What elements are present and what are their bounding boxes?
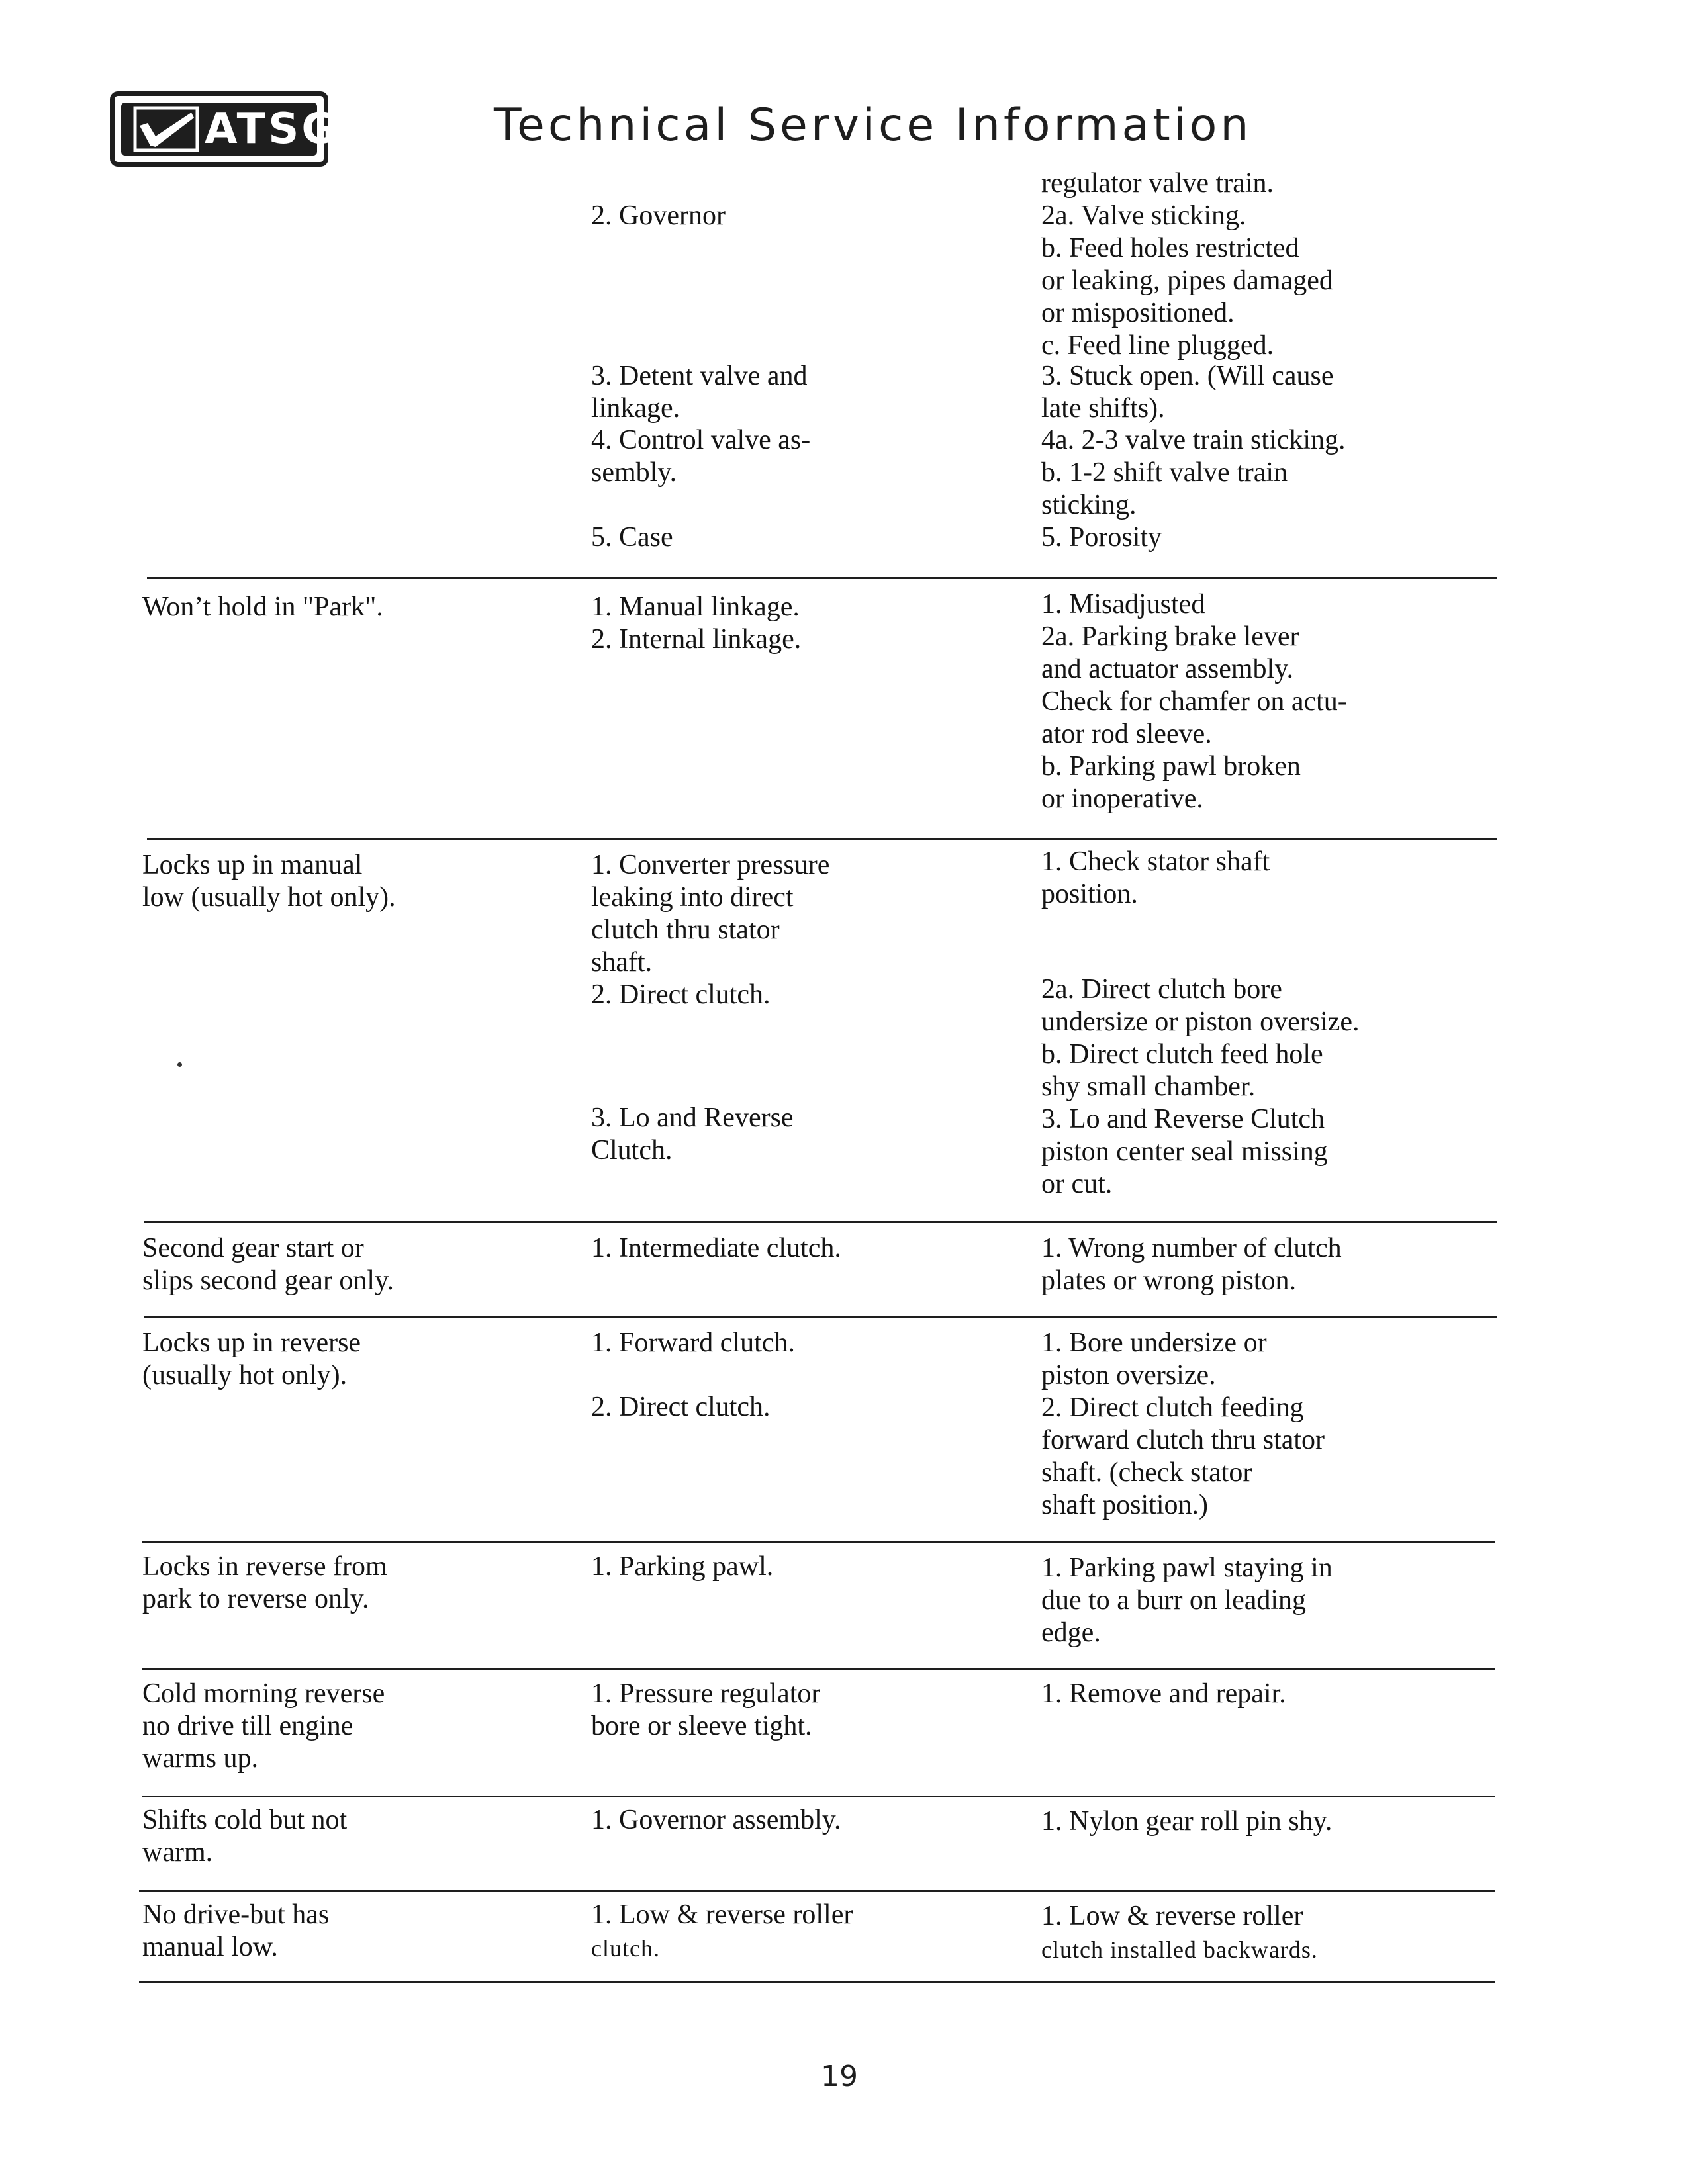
correction-text: 1. Check stator shaft position.	[1041, 846, 1270, 909]
cause-text: 5. Case	[591, 522, 673, 553]
scan-speck	[177, 1062, 182, 1067]
row-divider	[142, 1668, 1495, 1670]
page-title: Technical Service Information	[494, 99, 1252, 152]
correction-text: 1. Parking pawl staying in due to a burr on leading edge.	[1041, 1553, 1333, 1648]
correction-text: 2a. Valve sticking. b. Feed holes restricted or leaking, pipes damaged or mispositioned. c. Feed line plugged.	[1041, 201, 1333, 361]
correction-text: 1. Remove and repair.	[1041, 1678, 1286, 1709]
correction-text: clutch installed backwards.	[1041, 1936, 1318, 1963]
correction-text: 2a. Direct clutch bore undersize or piston oversize. b. Direct clutch feed hole shy small chamber. 3. Lo and Reverse Clutch piston center seal missing or cut.	[1041, 974, 1360, 1199]
cause-text: 4. Control valve as- sembly.	[591, 425, 811, 488]
correction-text: 1. Nylon gear roll pin shy.	[1041, 1806, 1333, 1837]
cause-text: 1. Manual linkage. 2. Internal linkage.	[591, 592, 802, 655]
cause-text: 1. Low & reverse roller	[591, 1899, 853, 1930]
row-divider	[142, 1541, 1495, 1543]
cause-text: 2. Direct clutch.	[591, 1392, 771, 1422]
row-divider	[144, 1316, 1497, 1318]
cause-text: clutch.	[591, 1935, 660, 1962]
logo-text: ATSG	[205, 105, 339, 154]
condition-text: Won’t hold in "Park".	[142, 592, 383, 622]
page-number: 19	[821, 2060, 858, 2093]
correction-text: 1. Bore undersize or piston oversize. 2. Direct clutch feeding forward clutch thru stator shaft. (check stator shaft position.)	[1041, 1328, 1325, 1520]
row-divider	[147, 838, 1497, 840]
condition-text: No drive-but has manual low.	[142, 1899, 330, 1962]
cause-text: 1. Parking pawl.	[591, 1551, 774, 1582]
condition-text: Cold morning reverse no drive till engine warms up.	[142, 1678, 385, 1774]
correction-text: regulator valve train.	[1041, 168, 1274, 199]
cause-text: 3. Lo and Reverse Clutch.	[591, 1103, 794, 1165]
correction-text: 4a. 2-3 valve train sticking. b. 1-2 shift valve train sticking.	[1041, 425, 1346, 520]
cause-text: 1. Intermediate clutch.	[591, 1233, 841, 1263]
row-divider	[139, 1981, 1495, 1983]
cause-text: 1. Converter pressure leaking into direct clutch thru stator shaft. 2. Direct clutch.	[591, 850, 830, 1010]
atsg-logo	[110, 91, 339, 167]
correction-text: 1. Misadjusted 2a. Parking brake lever and actuator assembly. Check for chamfer on actu- ator rod sleeve. b. Parking pawl broken or inoperative.	[1041, 589, 1347, 814]
row-divider	[139, 1890, 1495, 1892]
cause-text: 1. Pressure regulator bore or sleeve tight.	[591, 1678, 821, 1741]
checkmark-icon	[133, 106, 199, 152]
condition-text: Locks in reverse from park to reverse only.	[142, 1551, 387, 1614]
condition-text: Second gear start or slips second gear only.	[142, 1233, 394, 1296]
cause-text: 1. Forward clutch.	[591, 1328, 795, 1358]
correction-text: 3. Stuck open. (Will cause late shifts).	[1041, 361, 1334, 424]
correction-text: 5. Porosity	[1041, 522, 1162, 553]
cause-text: 2. Governor	[591, 201, 726, 231]
row-divider	[147, 577, 1497, 579]
condition-text: Shifts cold but not warm.	[142, 1805, 348, 1868]
condition-text: Locks up in manual low (usually hot only).	[142, 850, 396, 913]
row-divider	[144, 1221, 1497, 1223]
condition-text: Locks up in reverse (usually hot only).	[142, 1328, 361, 1390]
correction-text: 1. Wrong number of clutch plates or wrong piston.	[1041, 1233, 1342, 1296]
cause-text: 1. Governor assembly.	[591, 1805, 841, 1835]
row-divider	[142, 1796, 1495, 1797]
correction-text: 1. Low & reverse roller	[1041, 1901, 1303, 1931]
cause-text: 3. Detent valve and linkage.	[591, 361, 808, 424]
